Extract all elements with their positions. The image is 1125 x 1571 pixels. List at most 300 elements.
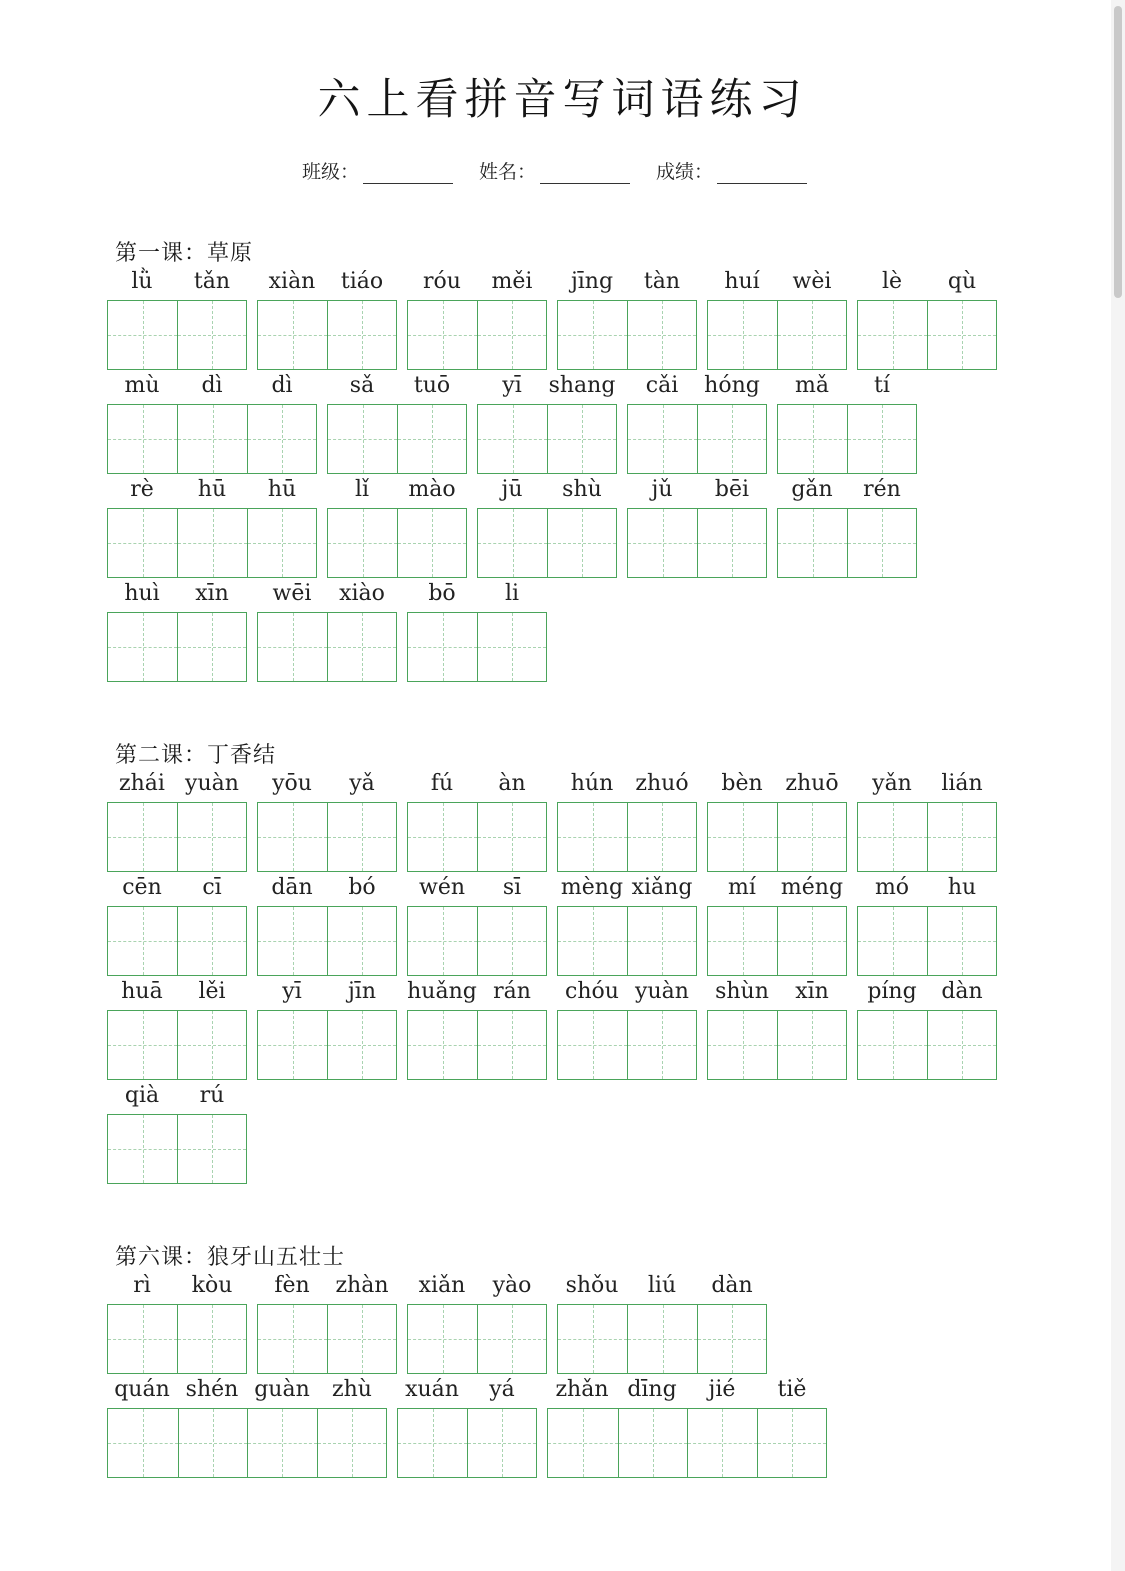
- pinyin-label: jū: [501, 477, 523, 502]
- character-writing-cell[interactable]: [108, 1011, 177, 1079]
- character-writing-cell[interactable]: [408, 1305, 477, 1373]
- grid-guide-vertical: [143, 301, 144, 369]
- pinyin-label: sī: [502, 875, 522, 900]
- grid-guide-vertical: [213, 405, 214, 473]
- pinyin-label: bèn: [721, 771, 763, 796]
- word-box[interactable]: [477, 404, 617, 474]
- grid-guide-vertical: [143, 1305, 144, 1373]
- pinyin-label: rán: [493, 979, 531, 1004]
- score-label: 成绩：: [656, 161, 714, 183]
- pinyin-label: li: [504, 581, 520, 606]
- character-writing-cell[interactable]: [108, 1305, 177, 1373]
- grid-guide-vertical: [362, 301, 363, 369]
- grid-guide-vertical: [293, 613, 294, 681]
- character-writing-cell[interactable]: [177, 803, 246, 871]
- pinyin-label: rè: [130, 477, 154, 502]
- character-writing-cell[interactable]: [108, 301, 177, 369]
- word-box[interactable]: [107, 404, 317, 474]
- pinyin-label: tiáo: [340, 269, 384, 294]
- pinyin-label: xiàn: [268, 269, 316, 294]
- word-box[interactable]: [557, 906, 697, 976]
- character-writing-cell[interactable]: [258, 613, 327, 681]
- word-box[interactable]: [777, 508, 917, 578]
- word-box[interactable]: [407, 906, 547, 976]
- grid-guide-vertical: [962, 1011, 963, 1079]
- pinyin-label: rú: [199, 1083, 225, 1108]
- grid-guide-vertical: [582, 405, 583, 473]
- grid-guide-vertical: [512, 803, 513, 871]
- grid-guide-vertical: [593, 907, 594, 975]
- pinyin-label: bēi: [714, 477, 750, 502]
- pinyin-label: dān: [271, 875, 313, 900]
- pinyin-label: rén: [863, 477, 901, 502]
- grid-guide-vertical: [432, 509, 433, 577]
- character-writing-cell[interactable]: [177, 1011, 246, 1079]
- character-writing-cell[interactable]: [108, 613, 177, 681]
- character-writing-cell[interactable]: [847, 405, 916, 473]
- grid-guide-vertical: [662, 1011, 663, 1079]
- scrollbar-track[interactable]: [1111, 0, 1125, 1571]
- character-writing-cell[interactable]: [618, 1409, 688, 1477]
- pinyin-label: mí: [728, 875, 756, 900]
- word-box[interactable]: [627, 404, 767, 474]
- pinyin-label: zhái: [119, 771, 165, 796]
- pinyin-label: xīn: [795, 979, 829, 1004]
- character-writing-cell[interactable]: [247, 405, 316, 473]
- grid-guide-vertical: [593, 301, 594, 369]
- pinyin-label: xuán: [405, 1377, 459, 1402]
- pinyin-label: dì: [201, 373, 223, 398]
- grid-guide-vertical: [143, 405, 144, 473]
- word-box[interactable]: [107, 612, 247, 682]
- character-writing-cell[interactable]: [477, 613, 546, 681]
- character-writing-cell[interactable]: [177, 509, 246, 577]
- grid-guide-vertical: [882, 509, 883, 577]
- grid-guide-vertical: [882, 405, 883, 473]
- character-writing-cell[interactable]: [467, 1409, 536, 1477]
- grid-guide-vertical: [743, 1011, 744, 1079]
- class-field: [302, 157, 453, 184]
- character-writing-cell[interactable]: [858, 803, 927, 871]
- character-writing-cell[interactable]: [408, 613, 477, 681]
- grid-guide-vertical: [433, 1409, 434, 1477]
- grid-guide-vertical: [513, 405, 514, 473]
- grid-guide-vertical: [362, 1011, 363, 1079]
- word-box[interactable]: [557, 802, 697, 872]
- character-writing-cell[interactable]: [627, 803, 696, 871]
- grid-guide-vertical: [743, 907, 744, 975]
- pinyin-label: huì: [124, 581, 160, 606]
- score-blank[interactable]: [717, 165, 807, 184]
- grid-guide-vertical: [813, 405, 814, 473]
- character-writing-cell[interactable]: [558, 907, 627, 975]
- character-writing-cell[interactable]: [858, 907, 927, 975]
- grid-guide-vertical: [143, 613, 144, 681]
- pinyin-label: jǔ: [651, 477, 673, 502]
- pinyin-label: mǎ: [795, 373, 829, 398]
- character-writing-cell[interactable]: [548, 1409, 618, 1477]
- character-writing-cell[interactable]: [547, 405, 616, 473]
- character-writing-cell[interactable]: [927, 1011, 996, 1079]
- character-writing-cell[interactable]: [177, 405, 246, 473]
- character-writing-cell[interactable]: [628, 509, 697, 577]
- pinyin-label: cī: [202, 875, 222, 900]
- character-writing-cell[interactable]: [558, 301, 627, 369]
- grid-guide-vertical: [663, 405, 664, 473]
- character-writing-cell[interactable]: [777, 803, 846, 871]
- character-writing-cell[interactable]: [847, 509, 916, 577]
- grid-guide-vertical: [282, 509, 283, 577]
- pinyin-label: mù: [124, 373, 160, 398]
- grid-guide-vertical: [443, 803, 444, 871]
- character-writing-cell[interactable]: [258, 301, 327, 369]
- character-writing-cell[interactable]: [177, 613, 246, 681]
- character-writing-cell[interactable]: [477, 1305, 546, 1373]
- character-writing-cell[interactable]: [627, 1305, 696, 1373]
- character-writing-cell[interactable]: [258, 1011, 327, 1079]
- pinyin-label: xiǎn: [418, 1273, 466, 1298]
- pinyin-label: shén: [185, 1377, 239, 1402]
- character-writing-cell[interactable]: [627, 301, 696, 369]
- character-writing-cell[interactable]: [177, 1115, 246, 1183]
- character-writing-cell[interactable]: [777, 1011, 846, 1079]
- pinyin-label: xiǎng: [631, 875, 693, 900]
- grid-guide-vertical: [653, 1409, 654, 1477]
- grid-guide-vertical: [502, 1409, 503, 1477]
- character-writing-cell[interactable]: [258, 907, 327, 975]
- character-writing-cell[interactable]: [687, 1409, 757, 1477]
- pinyin-label: shù: [562, 477, 602, 502]
- character-writing-cell[interactable]: [108, 803, 177, 871]
- page-title: 六上看拼音写词语练习: [317, 75, 808, 125]
- lesson-title: 第六课：狼牙山五壮士: [115, 1245, 346, 1270]
- pinyin-label: yǎ: [349, 771, 375, 796]
- character-writing-cell[interactable]: [708, 301, 777, 369]
- word-box[interactable]: [397, 1408, 537, 1478]
- character-writing-cell[interactable]: [757, 1409, 827, 1477]
- grid-guide-vertical: [512, 1011, 513, 1079]
- character-writing-cell[interactable]: [317, 1409, 387, 1477]
- grid-guide-vertical: [293, 907, 294, 975]
- word-box[interactable]: [557, 1304, 767, 1374]
- pinyin-label: lè: [881, 269, 903, 294]
- character-writing-cell[interactable]: [858, 1011, 927, 1079]
- pinyin-label: róu: [423, 269, 461, 294]
- word-box[interactable]: [107, 906, 247, 976]
- character-writing-cell[interactable]: [408, 1011, 477, 1079]
- word-box[interactable]: [107, 1114, 247, 1184]
- class-label: 班级：: [302, 161, 360, 183]
- character-writing-cell[interactable]: [858, 301, 927, 369]
- pinyin-label: sǎ: [349, 373, 375, 398]
- word-box[interactable]: [557, 300, 697, 370]
- character-writing-cell[interactable]: [178, 1409, 248, 1477]
- grid-guide-vertical: [732, 1305, 733, 1373]
- pinyin-label: yào: [492, 1273, 532, 1298]
- pinyin-label: bō: [428, 581, 456, 606]
- grid-guide-vertical: [212, 1305, 213, 1373]
- grid-guide-vertical: [362, 907, 363, 975]
- word-box[interactable]: [107, 300, 247, 370]
- grid-guide-vertical: [143, 509, 144, 577]
- grid-guide-vertical: [443, 1305, 444, 1373]
- grid-guide-vertical: [293, 803, 294, 871]
- character-writing-cell[interactable]: [558, 803, 627, 871]
- character-writing-cell[interactable]: [477, 907, 546, 975]
- character-writing-cell[interactable]: [697, 405, 766, 473]
- pinyin-label: fú: [430, 771, 454, 796]
- word-box[interactable]: [107, 508, 317, 578]
- character-writing-cell[interactable]: [108, 509, 177, 577]
- character-writing-cell[interactable]: [708, 907, 777, 975]
- pinyin-label: dàn: [941, 979, 983, 1004]
- word-box[interactable]: [407, 612, 547, 682]
- pinyin-label: zhuō: [785, 771, 839, 796]
- word-box[interactable]: [107, 802, 247, 872]
- pinyin-label: shùn: [715, 979, 769, 1004]
- word-box[interactable]: [107, 1010, 247, 1080]
- character-writing-cell[interactable]: [627, 907, 696, 975]
- word-box[interactable]: [857, 1010, 997, 1080]
- character-writing-cell[interactable]: [108, 1409, 178, 1477]
- scrollbar-thumb[interactable]: [1114, 6, 1122, 298]
- word-box[interactable]: [407, 300, 547, 370]
- grid-guide-vertical: [812, 907, 813, 975]
- grid-guide-vertical: [512, 1305, 513, 1373]
- grid-guide-vertical: [663, 1305, 664, 1373]
- character-writing-cell[interactable]: [327, 803, 396, 871]
- name-field: [479, 157, 630, 184]
- pinyin-label: àn: [498, 771, 526, 796]
- character-writing-cell[interactable]: [777, 907, 846, 975]
- word-box[interactable]: [547, 1408, 827, 1478]
- word-box[interactable]: [327, 404, 467, 474]
- grid-guide-vertical: [143, 1011, 144, 1079]
- grid-guide-vertical: [212, 301, 213, 369]
- grid-guide-vertical: [212, 803, 213, 871]
- grid-guide-vertical: [593, 803, 594, 871]
- character-writing-cell[interactable]: [927, 907, 996, 975]
- class-blank[interactable]: [363, 165, 453, 184]
- grid-guide-vertical: [732, 405, 733, 473]
- word-box[interactable]: [327, 508, 467, 578]
- word-box[interactable]: [107, 1304, 247, 1374]
- pinyin-label: huǎng: [407, 979, 477, 1004]
- character-writing-cell[interactable]: [697, 509, 766, 577]
- pinyin-label: fèn: [274, 1273, 310, 1298]
- character-writing-cell[interactable]: [708, 1011, 777, 1079]
- grid-guide-vertical: [722, 1409, 723, 1477]
- pinyin-label: gǎn: [791, 477, 833, 502]
- word-box[interactable]: [257, 906, 397, 976]
- pinyin-label: mó: [874, 875, 910, 900]
- character-writing-cell[interactable]: [778, 405, 847, 473]
- word-box[interactable]: [707, 906, 847, 976]
- word-box[interactable]: [857, 906, 997, 976]
- grid-guide-vertical: [143, 907, 144, 975]
- character-writing-cell[interactable]: [258, 1305, 327, 1373]
- grid-guide-vertical: [813, 509, 814, 577]
- character-writing-cell[interactable]: [927, 301, 996, 369]
- grid-guide-vertical: [812, 803, 813, 871]
- character-writing-cell[interactable]: [328, 405, 397, 473]
- grid-guide-vertical: [583, 1409, 584, 1477]
- pinyin-label: hún: [570, 771, 614, 796]
- character-writing-cell[interactable]: [247, 1409, 317, 1477]
- grid-guide-vertical: [443, 907, 444, 975]
- pinyin-label: xiào: [339, 581, 385, 606]
- pinyin-label: méng: [780, 875, 844, 900]
- grid-guide-vertical: [143, 803, 144, 871]
- grid-guide-vertical: [293, 301, 294, 369]
- pinyin-label: qià: [124, 1083, 160, 1108]
- character-writing-cell[interactable]: [478, 509, 547, 577]
- grid-guide-vertical: [212, 907, 213, 975]
- character-writing-cell[interactable]: [177, 1305, 246, 1373]
- word-box[interactable]: [407, 1010, 547, 1080]
- grid-guide-vertical: [962, 907, 963, 975]
- character-writing-cell[interactable]: [328, 509, 397, 577]
- character-writing-cell[interactable]: [408, 907, 477, 975]
- character-writing-cell[interactable]: [408, 301, 477, 369]
- pinyin-label: hóng: [704, 373, 760, 398]
- character-writing-cell[interactable]: [108, 907, 177, 975]
- character-writing-cell[interactable]: [778, 509, 847, 577]
- pinyin-label: zhàn: [335, 1273, 389, 1298]
- character-writing-cell[interactable]: [397, 509, 466, 577]
- character-writing-cell[interactable]: [558, 1011, 627, 1079]
- character-writing-cell[interactable]: [177, 907, 246, 975]
- grid-guide-vertical: [513, 509, 514, 577]
- name-blank[interactable]: [540, 165, 630, 184]
- character-writing-cell[interactable]: [558, 1305, 627, 1373]
- grid-guide-vertical: [362, 803, 363, 871]
- character-writing-cell[interactable]: [708, 803, 777, 871]
- character-writing-cell[interactable]: [327, 1011, 396, 1079]
- character-writing-cell[interactable]: [327, 907, 396, 975]
- pinyin-label: lǐ: [354, 477, 370, 502]
- pinyin-label: cǎi: [645, 373, 679, 398]
- pinyin-label: shǒu: [565, 1273, 619, 1298]
- character-writing-cell[interactable]: [327, 301, 396, 369]
- word-box[interactable]: [257, 1010, 397, 1080]
- grid-guide-vertical: [812, 1011, 813, 1079]
- word-box[interactable]: [857, 300, 997, 370]
- word-box[interactable]: [257, 802, 397, 872]
- pinyin-label: yī: [502, 373, 522, 398]
- grid-guide-vertical: [662, 301, 663, 369]
- character-writing-cell[interactable]: [547, 509, 616, 577]
- character-writing-cell[interactable]: [397, 405, 466, 473]
- character-writing-cell[interactable]: [927, 803, 996, 871]
- word-box[interactable]: [627, 508, 767, 578]
- word-box[interactable]: [257, 300, 397, 370]
- character-writing-cell[interactable]: [477, 1011, 546, 1079]
- pinyin-label: xīn: [195, 581, 229, 606]
- grid-guide-vertical: [282, 405, 283, 473]
- word-box[interactable]: [107, 1408, 387, 1478]
- word-box[interactable]: [777, 404, 917, 474]
- character-writing-cell[interactable]: [177, 301, 246, 369]
- character-writing-cell[interactable]: [697, 1305, 766, 1373]
- pinyin-label: lián: [941, 771, 983, 796]
- grid-guide-vertical: [743, 803, 744, 871]
- pinyin-label: dàn: [711, 1273, 753, 1298]
- word-box[interactable]: [557, 1010, 697, 1080]
- grid-guide-vertical: [893, 803, 894, 871]
- pinyin-label: hū: [197, 477, 227, 502]
- word-box[interactable]: [707, 802, 847, 872]
- grid-guide-vertical: [662, 907, 663, 975]
- grid-guide-vertical: [962, 301, 963, 369]
- pinyin-label: yōu: [272, 771, 312, 796]
- word-box[interactable]: [407, 802, 547, 872]
- pinyin-label: zhǎn: [555, 1377, 609, 1402]
- score-field: [656, 157, 807, 184]
- character-writing-cell[interactable]: [327, 1305, 396, 1373]
- grid-guide-vertical: [443, 613, 444, 681]
- character-writing-cell[interactable]: [327, 613, 396, 681]
- pinyin-label: yá: [489, 1377, 515, 1402]
- pinyin-label: jié: [708, 1377, 736, 1402]
- grid-guide-vertical: [962, 803, 963, 871]
- character-writing-cell[interactable]: [627, 1011, 696, 1079]
- character-writing-cell[interactable]: [108, 405, 177, 473]
- grid-guide-vertical: [363, 509, 364, 577]
- word-box[interactable]: [407, 1304, 547, 1374]
- character-writing-cell[interactable]: [477, 301, 546, 369]
- grid-guide-vertical: [663, 509, 664, 577]
- pinyin-label: lǜ: [131, 269, 153, 294]
- word-box[interactable]: [477, 508, 617, 578]
- word-box[interactable]: [257, 1304, 397, 1374]
- word-box[interactable]: [707, 300, 847, 370]
- pinyin-label: liú: [647, 1273, 677, 1298]
- pinyin-label: shang: [548, 373, 616, 398]
- pinyin-label: tuō: [413, 373, 451, 398]
- character-writing-cell[interactable]: [777, 301, 846, 369]
- grid-guide-vertical: [582, 509, 583, 577]
- character-writing-cell[interactable]: [247, 509, 316, 577]
- grid-guide-vertical: [362, 1305, 363, 1373]
- character-writing-cell[interactable]: [398, 1409, 467, 1477]
- character-writing-cell[interactable]: [477, 803, 546, 871]
- pinyin-label: huí: [724, 269, 760, 294]
- pinyin-label: mào: [408, 477, 456, 502]
- word-box[interactable]: [707, 1010, 847, 1080]
- pinyin-label: wēi: [272, 581, 312, 606]
- character-writing-cell[interactable]: [408, 803, 477, 871]
- character-writing-cell[interactable]: [628, 405, 697, 473]
- pinyin-label: quán: [114, 1377, 170, 1402]
- word-box[interactable]: [857, 802, 997, 872]
- pinyin-label: wén: [418, 875, 466, 900]
- character-writing-cell[interactable]: [258, 803, 327, 871]
- grid-guide-vertical: [743, 301, 744, 369]
- character-writing-cell[interactable]: [478, 405, 547, 473]
- pinyin-label: kòu: [191, 1273, 233, 1298]
- word-box[interactable]: [257, 612, 397, 682]
- grid-guide-vertical: [213, 509, 214, 577]
- pinyin-label: zhuó: [635, 771, 689, 796]
- character-writing-cell[interactable]: [108, 1115, 177, 1183]
- pinyin-label: jīn: [347, 979, 377, 1004]
- grid-guide-vertical: [213, 1409, 214, 1477]
- pinyin-label: dì: [271, 373, 293, 398]
- grid-guide-vertical: [432, 405, 433, 473]
- grid-guide-vertical: [893, 907, 894, 975]
- pinyin-label: huā: [121, 979, 163, 1004]
